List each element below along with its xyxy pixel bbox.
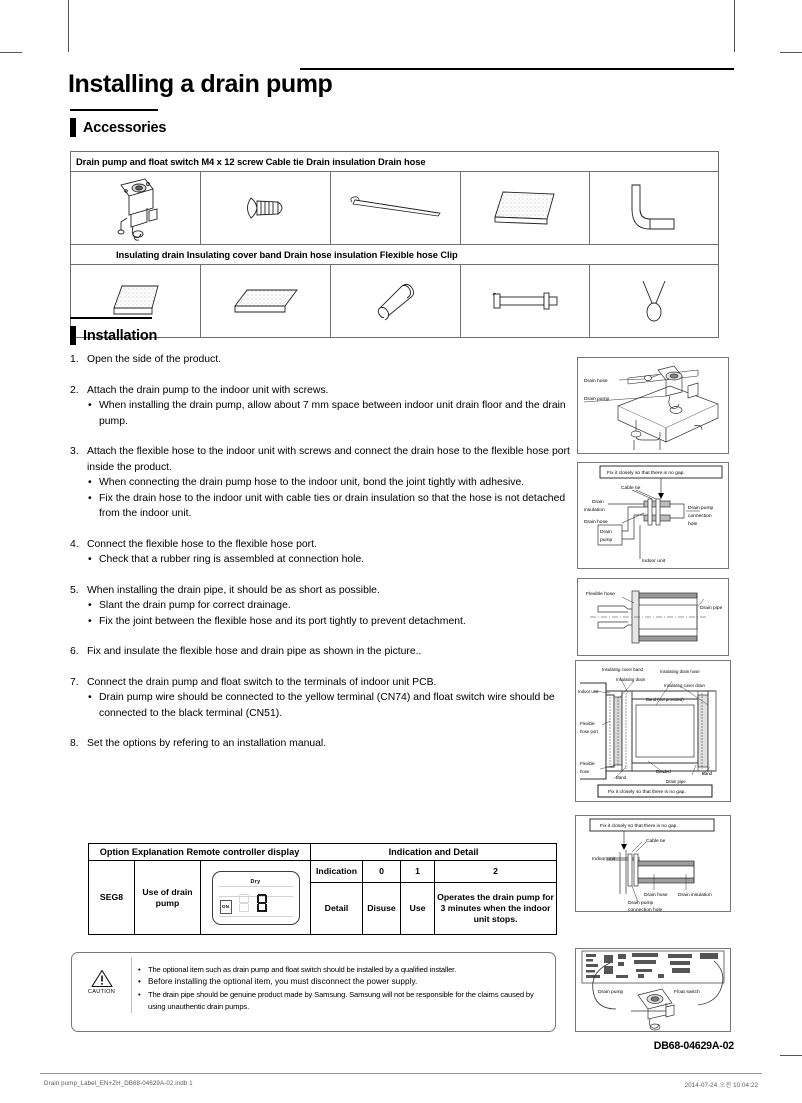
- option-explanation: Use of drain pump: [135, 861, 201, 935]
- step-3-text: Attach the flexible hose to the indoor unit with screws and connect the drain hose to the flexible hose port inside the product.: [87, 446, 570, 473]
- accessories-image-row-2: [71, 265, 719, 338]
- caution-item-1: [138, 964, 545, 976]
- option-seg-code: SEG8: [89, 861, 135, 935]
- figure4-label-flexible-hose-port-1: Flexible: [580, 721, 595, 726]
- caution-box: [71, 952, 556, 1032]
- accessories-heading-rule: [70, 109, 158, 111]
- figure2-label-indoor-unit: Indoor unit: [642, 559, 666, 564]
- option-header-left: Option Explanation Remote controller display: [89, 844, 311, 861]
- figure4-label-insulating-cover-band: Insulating cover band: [602, 667, 643, 672]
- bullet-dot-icon: •: [88, 477, 92, 488]
- figure1-label-drain-pump: Drain pump: [584, 397, 610, 402]
- step-3-bullet-1: [88, 475, 570, 491]
- step-7-bullet-1-text: Drain pump wire should be connected to the yellow terminal (CN74) and float switch wire should be connected to the black terminal (CN51).: [99, 692, 555, 719]
- caution-item-1-text: The optional item such as drain pump and float switch should be installed by a qualified installer.: [148, 965, 457, 974]
- drain-hose-icon: [590, 172, 718, 244]
- accessories-image-row-1: [71, 172, 719, 245]
- step-7-text: Connect the drain pump and float switch to the terminals of indoor unit PCB.: [87, 676, 437, 688]
- caution-items: [132, 953, 555, 1014]
- step-3-bullet-2-text: Fix the drain hose to the indoor unit with cable ties or drain insulation so that the hose is not detached from the indoor unit.: [99, 492, 566, 519]
- option-table-indication-row: [89, 861, 557, 883]
- figure5-label-drain-hose: Drain hose: [644, 893, 668, 898]
- figure2-label-connection-hole-3: hole: [688, 522, 698, 527]
- remote-line-2: [219, 896, 293, 897]
- step-8: [70, 736, 570, 752]
- drain-pump-float-switch-icon: [71, 172, 200, 244]
- figure4-label-band-right: Band: [702, 771, 713, 776]
- figure2-callout: Fix it closely so that there is no gap.: [607, 471, 685, 476]
- figure6-label-float-switch: Float switch: [674, 990, 700, 995]
- figure4-label-insulating-drain: Insulating drain: [616, 677, 646, 682]
- footer-timestamp: 2014-07-24 오전 10:04:22: [684, 1082, 758, 1089]
- step-8-number: 8.: [70, 738, 79, 749]
- accessory-cell-insulating-cover-band: [201, 265, 331, 338]
- figure-insulation-assembly: [575, 660, 731, 802]
- bullet-dot-icon: •: [88, 692, 92, 703]
- step-5-bullet-2-text: Fix the joint between the flexible hose and its port tightly to prevent detachment.: [99, 615, 466, 627]
- step-6: [70, 644, 570, 660]
- figure-drain-hose-connection: [577, 462, 729, 569]
- remote-controller-display: [212, 871, 300, 925]
- option-table-header-row: [89, 844, 557, 861]
- remote-on-badge: ON: [220, 900, 232, 914]
- caution-item-3-text: The drain pipe should be genuine product made by Samsung. Samsung will not be responsible for the claims caused by using unauthentic drain pumps.: [148, 989, 534, 1012]
- figure3-label-flexible-hose: Flexible hose: [586, 592, 615, 597]
- caution-item-2: [138, 976, 545, 988]
- step-4-number: 4.: [70, 538, 79, 550]
- caution-caption: CAUTION: [87, 989, 116, 995]
- step-6-text: Fix and insulate the flexible hose and drain pipe as shown in the picture..: [87, 646, 422, 657]
- installation-heading-rule: [70, 317, 152, 319]
- figure5-label-connection-hole-1: Drain pump: [628, 901, 654, 906]
- footer-rule: [40, 1073, 762, 1074]
- figure6-label-drain-pump: Drain pump: [598, 990, 624, 995]
- step-1: [70, 352, 570, 368]
- figure4-label-band-left: Band: [616, 775, 627, 780]
- flexible-hose-icon: [461, 265, 589, 337]
- option-indication-1: 1: [401, 861, 435, 883]
- step-6-number: 6.: [70, 646, 79, 657]
- figure4-label-insulating-drain-hose: Insulating drain hose: [660, 669, 700, 674]
- figure2-label-drain-insulation-2: insulation: [584, 508, 605, 513]
- figure2-label-cable-tie: Cable tie: [621, 486, 641, 491]
- figure2-label-drain-insulation-1: Drain: [592, 500, 604, 505]
- crop-mark-top-right: [734, 0, 735, 52]
- step-1-text: Open the side of the product.: [87, 354, 222, 365]
- accessory-cell-drain-hose: [590, 172, 719, 245]
- footer-filename: Drain pump_Label_EN+ZH_DB68-04629A-02.indb 1: [44, 1080, 193, 1087]
- figure4-callout: Fix it closely so that there is no gap.: [608, 790, 686, 795]
- figure2-label-drain-pump-1: Drain: [600, 530, 612, 535]
- step-7: [70, 675, 570, 691]
- figure4-label-flexible-hose-port-2: hose port: [580, 729, 598, 734]
- bullet-dot-icon: •: [88, 492, 92, 504]
- drain-hose-insulation-icon: [331, 265, 460, 337]
- step-7-bullet-1: [88, 690, 570, 721]
- caution-icon-area: [72, 957, 132, 1013]
- remote-line-3: [219, 916, 293, 917]
- figure4-label-band-not-provided: Band (not provided): [646, 697, 684, 702]
- bullet-dot-icon: •: [138, 989, 141, 999]
- option-detail-0: Disuse: [363, 882, 401, 934]
- remote-dry-label: Dry: [250, 878, 261, 885]
- caution-item-2-text: Before installing the optional item, you must disconnect the power supply.: [148, 977, 418, 987]
- option-indication-0: 0: [363, 861, 401, 883]
- step-3-bullet-1-text: When connecting the drain pump hose to the indoor unit, bond the joint tightly with adhesive.: [99, 477, 525, 488]
- step-5: [70, 583, 570, 599]
- option-detail-2: Operates the drain pump for 3 minutes when the indoor unit stops.: [435, 882, 557, 934]
- figure2-label-connection-hole-1: Drain pump: [688, 506, 714, 511]
- bullet-dot-icon: •: [88, 554, 92, 565]
- step-2-bullet-1: [88, 398, 570, 429]
- step-2-bullet-1-text: When installing the drain pump, allow about 7 mm space between indoor unit drain floor and the drain pump.: [99, 400, 566, 427]
- figure-drain-pump-mounting: [577, 357, 729, 454]
- bullet-dot-icon: •: [88, 600, 92, 611]
- figure5-label-drain-insulation: Drain insulation: [678, 893, 712, 898]
- section-heading-accessories: [70, 118, 166, 137]
- step-5-text: When installing the drain pipe, it should be as short as possible.: [87, 584, 380, 596]
- step-4-text: Connect the flexible hose to the flexible hose port.: [87, 538, 317, 550]
- figure4-label-bonded: Bonded: [656, 769, 671, 774]
- figure-flexible-hose-drain-pipe: [577, 578, 729, 656]
- figure5-callout: Fix it closely so that there is no gap.: [600, 824, 678, 829]
- insulating-cover-band-icon: [201, 265, 330, 337]
- accessory-cell-screw: [201, 172, 331, 245]
- figure4-label-insulating-cover-drain: Insulating cover drain: [664, 683, 705, 688]
- crop-mark-top-left: [68, 0, 69, 52]
- remote-line-1: [219, 886, 293, 887]
- figure-pcb-wiring: [575, 948, 731, 1032]
- step-4-bullet-1: [88, 552, 570, 568]
- option-header-right: Indication and Detail: [311, 844, 557, 861]
- accessories-heading-bar: [70, 118, 76, 137]
- step-8-text: Set the options by refering to an installation manual.: [87, 738, 327, 749]
- option-remote-display-cell: [201, 861, 311, 935]
- remote-segment-digit-blank: [239, 894, 250, 913]
- m4-screw-icon: [201, 172, 330, 244]
- step-1-number: 1.: [70, 354, 79, 365]
- bullet-dot-icon: •: [138, 965, 141, 974]
- installation-heading-label: Installation: [83, 327, 158, 344]
- title-rule: [300, 68, 734, 70]
- option-detail-1: Use: [401, 882, 435, 934]
- figure5-label-indoor-unit: Indoor unit: [592, 857, 616, 862]
- step-3-bullet-2: [88, 491, 570, 522]
- remote-segment-digit-eight: [257, 894, 268, 913]
- step-5-bullet-1-text: Slant the drain pump for correct drainage.: [99, 600, 291, 611]
- accessory-cell-clip: [590, 265, 719, 338]
- drain-insulation-icon: [461, 172, 589, 244]
- figure4-label-drain-pipe: Drain pipe: [666, 779, 686, 784]
- accessory-cell-cable-tie: [331, 172, 461, 245]
- accessories-header-text-2: Insulating drain Insulating cover band Drain hose insulation Flexible hose Clip: [116, 249, 458, 260]
- cable-tie-icon: [331, 172, 460, 244]
- accessories-header-text-1: Drain pump and float switch M4 x 12 screw Cable tie Drain insulation Drain hose: [76, 156, 426, 167]
- crop-mark-right: [780, 52, 802, 53]
- step-4-bullet-1-text: Check that a rubber ring is assembled at connection hole.: [99, 554, 365, 565]
- figure4-label-indoor-unit: Indoor unit: [578, 689, 599, 694]
- accessories-header-row-1: [71, 152, 719, 172]
- figure2-label-drain-pump-2: pump: [600, 538, 613, 543]
- section-heading-installation: [70, 326, 157, 345]
- accessory-cell-drain-insulation: [461, 172, 590, 245]
- figure3-label-drain-pipe: Drain pipe: [700, 606, 723, 611]
- option-row-label-indication: Indication: [311, 861, 363, 883]
- bullet-dot-icon: •: [138, 977, 141, 987]
- step-4: [70, 537, 570, 553]
- step-5-bullet-2: [88, 614, 570, 630]
- figure5-label-connection-hole-2: connection hole: [628, 908, 663, 911]
- warning-triangle-icon: [91, 969, 113, 988]
- figure4-label-flexible-hose-2: hose: [580, 769, 590, 774]
- accessory-cell-drain-pump-float-switch: [71, 172, 201, 245]
- crop-mark-left: [0, 52, 22, 53]
- figure4-label-flexible-hose-1: Flexible: [580, 761, 595, 766]
- document-number: DB68-04629A-02: [653, 1040, 734, 1052]
- figure-drain-hose-insulation-detail: [575, 815, 731, 912]
- accessories-table: [70, 151, 719, 338]
- installation-steps: [70, 352, 570, 752]
- step-5-bullet-1: [88, 598, 570, 614]
- figure2-label-connection-hole-2: connection: [688, 514, 712, 519]
- figure5-label-cable-tie: Cable tie: [646, 839, 666, 844]
- step-2-text: Attach the drain pump to the indoor unit with screws.: [87, 384, 329, 396]
- option-table: [88, 843, 557, 935]
- step-2: [70, 383, 570, 399]
- caution-item-3: [138, 989, 545, 1014]
- accessory-cell-drain-hose-insulation: [331, 265, 461, 338]
- accessories-heading-label: Accessories: [83, 119, 167, 136]
- bullet-dot-icon: •: [88, 615, 92, 627]
- crop-mark-right-lower: [780, 1055, 802, 1056]
- step-7-number: 7.: [70, 676, 79, 688]
- step-2-number: 2.: [70, 384, 79, 396]
- page-title: Installing a drain pump: [68, 70, 333, 98]
- option-indication-2: 2: [435, 861, 557, 883]
- clip-icon: [590, 265, 718, 337]
- figure2-label-drain-hose: Drain hose: [584, 520, 608, 525]
- accessories-header-row-2: [71, 245, 719, 265]
- step-5-number: 5.: [70, 584, 79, 596]
- step-3-number: 3.: [70, 446, 79, 457]
- installation-heading-bar: [70, 326, 76, 345]
- bullet-dot-icon: •: [88, 400, 92, 411]
- option-row-label-detail: Detail: [311, 882, 363, 934]
- accessory-cell-flexible-hose: [461, 265, 590, 338]
- step-3: [70, 444, 570, 475]
- figure1-label-drain-hose: Drain hose: [584, 379, 608, 384]
